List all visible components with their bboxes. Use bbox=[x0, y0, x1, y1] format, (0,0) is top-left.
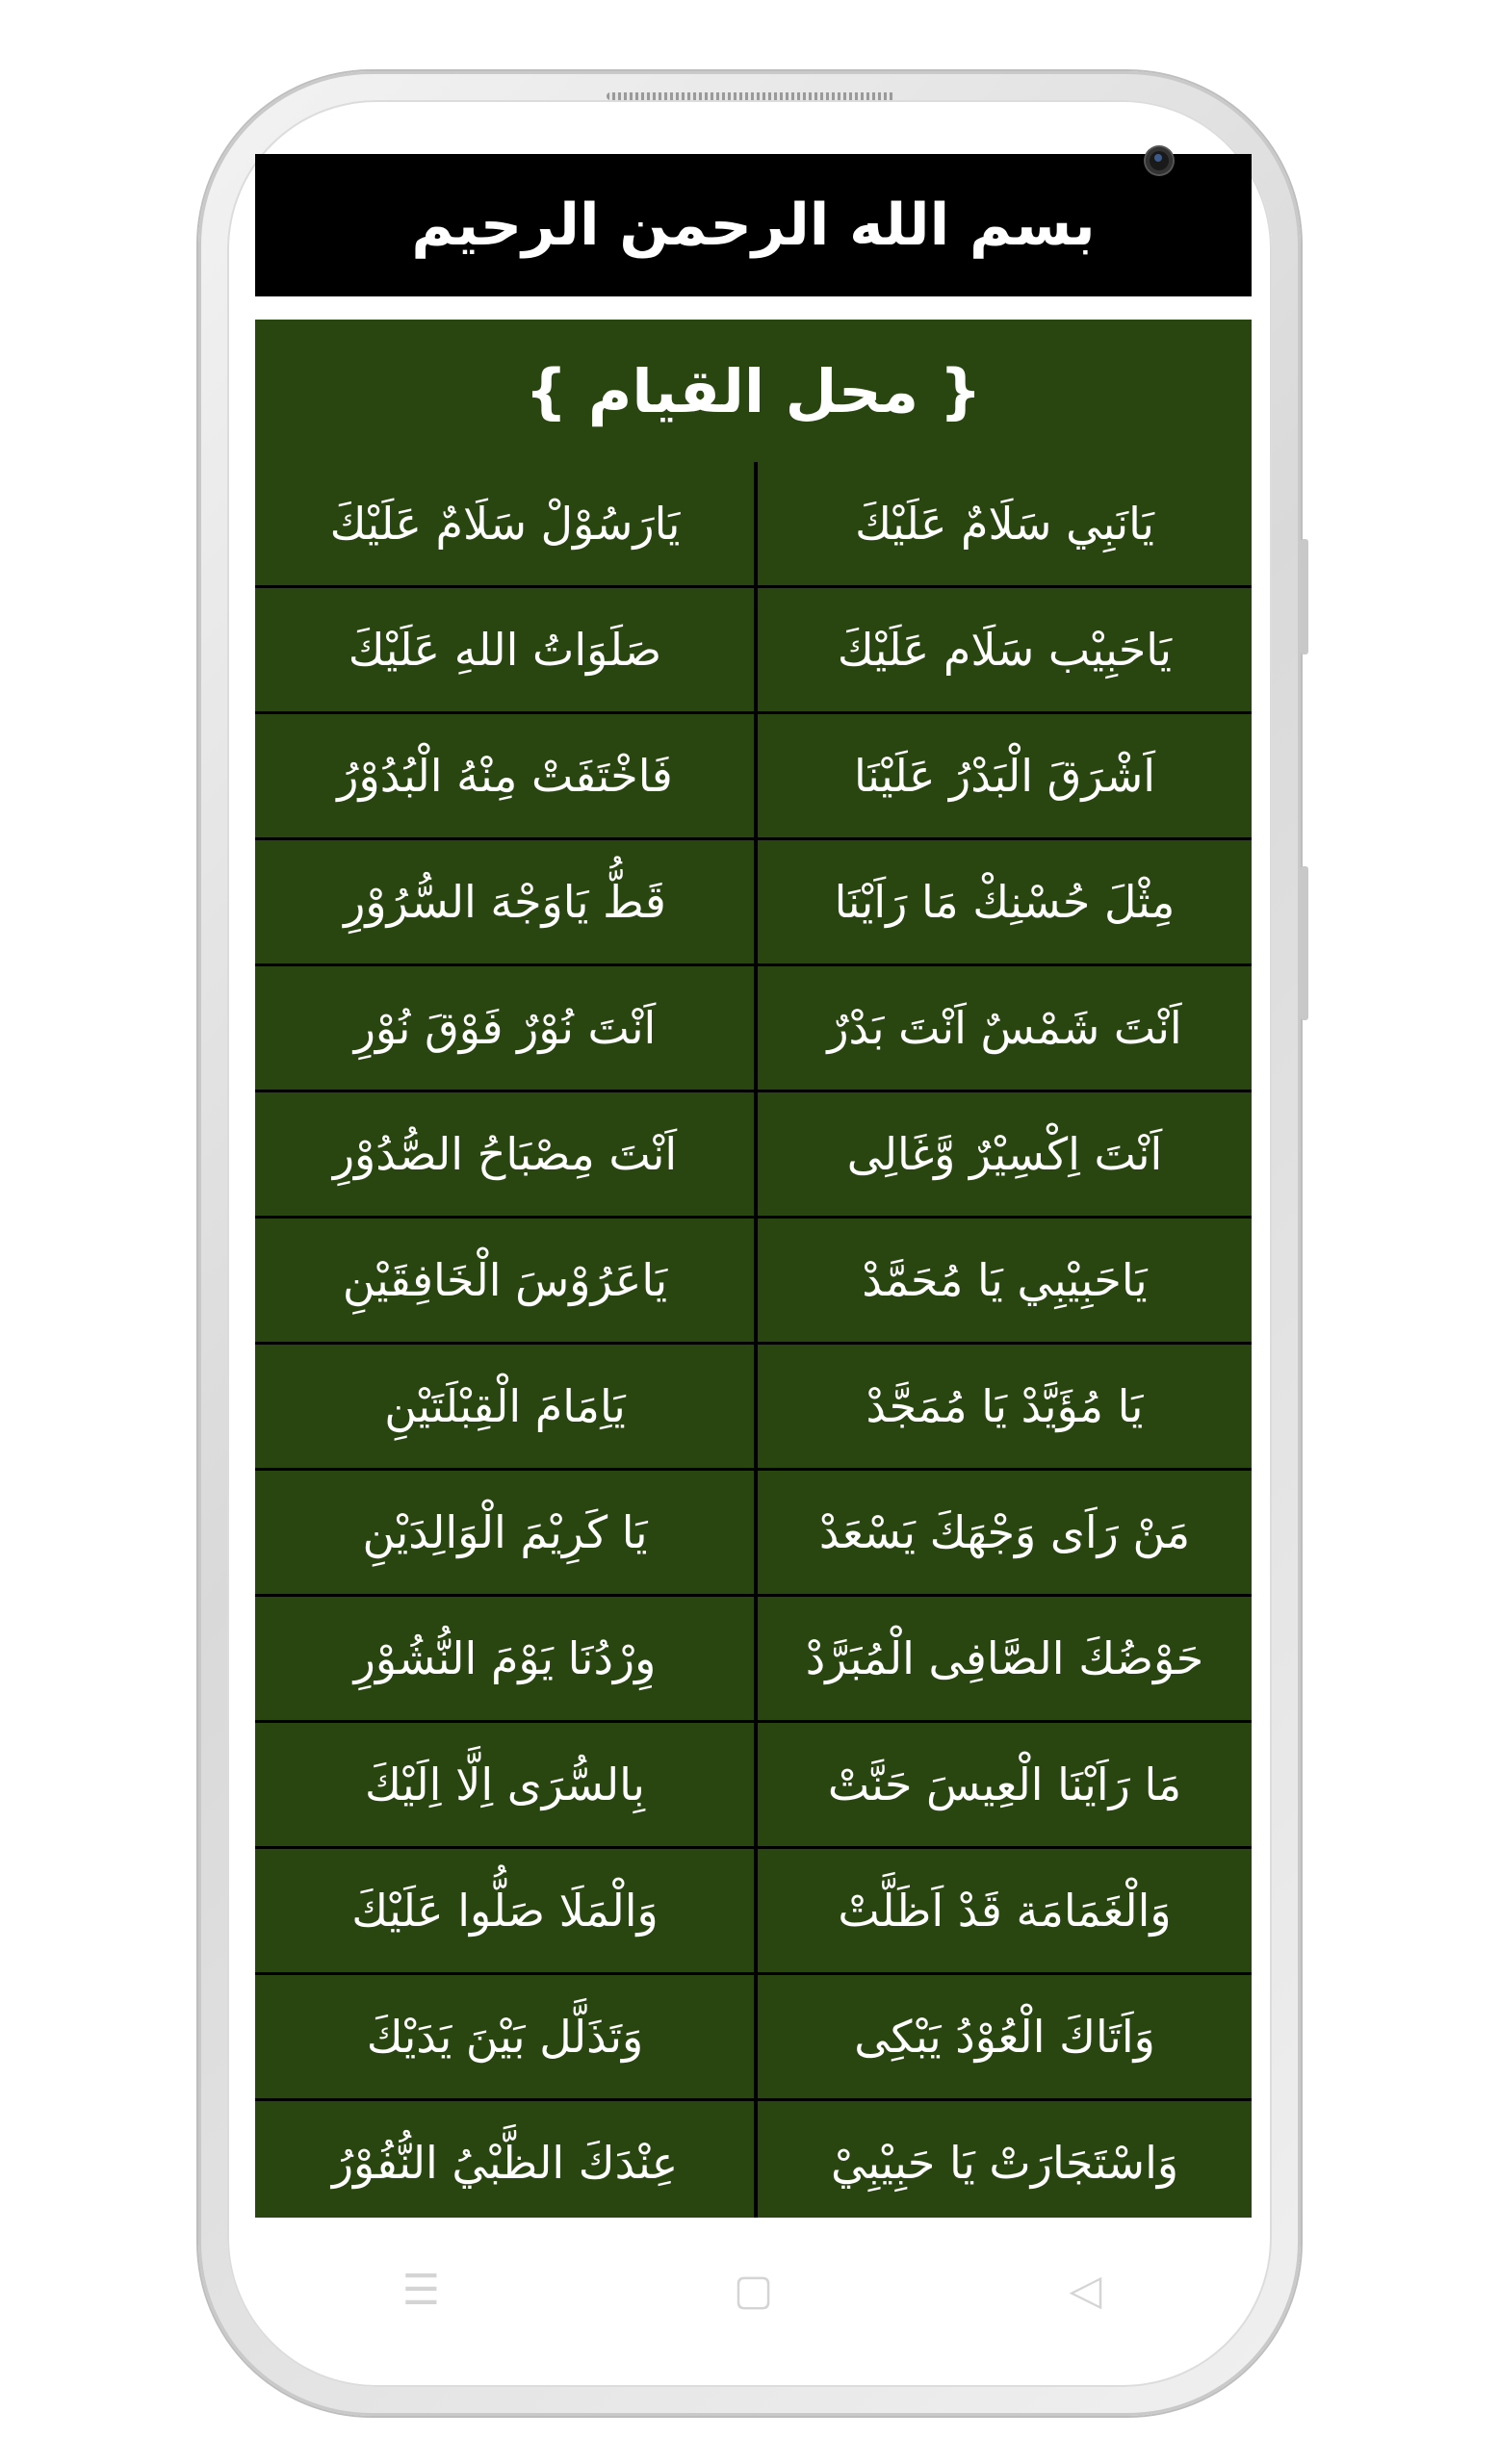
content-panel[interactable] bbox=[255, 320, 1252, 2218]
verse-row bbox=[255, 1471, 1252, 1597]
volume-button bbox=[1301, 866, 1308, 1020]
menu-icon[interactable]: ☰ bbox=[401, 2265, 441, 2315]
header-title: بسم الله الرحمن الرحيم bbox=[411, 192, 1096, 259]
verse-cell-right: يَا مُؤَيَّدْ يَا مُمَجَّدْ bbox=[754, 1345, 1252, 1468]
verse-cell-left: قَطُّ يَاوَجْهَ السُّرُوْرِ bbox=[344, 876, 666, 928]
verse-row bbox=[255, 462, 1252, 588]
home-icon[interactable]: ▢ bbox=[733, 2265, 774, 2315]
verse-cell-right: اَنْتَ اِكْسِيْرٌ وَّغَالِى bbox=[754, 1092, 1252, 1216]
verse-row bbox=[255, 714, 1252, 840]
verse-cell-right: وَاسْتَجَارَتْ يَا حَبِيْبِيْ bbox=[754, 2101, 1252, 2218]
verse-cell-left: وَتَذَلَّل بَيْنَ يَدَيْكَ bbox=[366, 2011, 644, 2063]
section-title: { محل القيام } bbox=[525, 355, 982, 426]
verse-cell-right: مَنْ رَاَى وَجْهَكَ يَسْعَدْ bbox=[754, 1471, 1252, 1594]
verse-cell-left: عِنْدَكَ الظَّبْيُ النُّفُوْرُ bbox=[331, 2137, 679, 2189]
verse-cell-right: وَاَتَاكَ الْعُوْدُ يَبْكِى bbox=[754, 1975, 1252, 2098]
verse-cell-right: يَاحَبِيْب سَلَام عَلَيْكَ bbox=[754, 588, 1252, 711]
verse-cell-left: صَلَوَاتُ اللهِ عَلَيْكَ bbox=[348, 624, 662, 676]
system-navbar bbox=[255, 2218, 1252, 2362]
verse-row bbox=[255, 1345, 1252, 1471]
verse-cell-right: اَشْرَقَ الْبَدْرُ عَلَيْنَا bbox=[754, 714, 1252, 837]
verse-row bbox=[255, 2101, 1252, 2218]
verse-cell-right: حَوْضُكَ الصَّافِى الْمُبَرَّدْ bbox=[754, 1597, 1252, 1720]
verse-cell-right: مِثْلَ حُسْنِكْ مَا رَاَيْنَا bbox=[754, 840, 1252, 963]
verse-cell-right: يَاحَبِيْبِي يَا مُحَمَّدْ bbox=[754, 1219, 1252, 1342]
camera-icon bbox=[1146, 147, 1173, 174]
verse-cell-left: وِرْدُنَا يَوْمَ النُّشُوْرِ bbox=[353, 1632, 657, 1684]
verses-table bbox=[255, 462, 1252, 2218]
verse-row bbox=[255, 1723, 1252, 1849]
verse-row bbox=[255, 588, 1252, 714]
verse-cell-right: وَالْغَمَامَة قَدْ اَظَلَّتْ bbox=[754, 1849, 1252, 1972]
verse-cell-right: مَا رَاَيْنَا الْعِيسَ حَنَّتْ bbox=[754, 1723, 1252, 1846]
verse-row bbox=[255, 1849, 1252, 1975]
verse-cell-left: بِالسُّرَى اِلَّا اِلَيْكَ bbox=[365, 1758, 645, 1810]
verse-cell-left: وَالْمَلَا صَلُّوا عَلَيْكَ bbox=[351, 1885, 659, 1937]
verse-cell-left: فَاخْتَفَتْ مِنْهُ الْبُدُوْرُ bbox=[337, 750, 673, 802]
verse-row bbox=[255, 1092, 1252, 1219]
verse-cell-right: اَنْتَ شَمْسٌ اَنْتَ بَدْرٌ bbox=[754, 966, 1252, 1090]
app-screen bbox=[255, 154, 1252, 2218]
verse-cell-left: اَنْتَ نُوْرٌ فَوْقَ نُوْرِ bbox=[353, 1002, 657, 1054]
verse-row bbox=[255, 966, 1252, 1092]
verse-row bbox=[255, 840, 1252, 966]
verse-cell-left: يَا كَرِيْمَ الْوَالِدَيْنِ bbox=[362, 1506, 648, 1558]
power-button bbox=[1301, 539, 1308, 654]
verse-cell-left: اَنْتَ مِصْبَاحُ الصُّدُوْرِ bbox=[332, 1128, 678, 1180]
verse-row bbox=[255, 1975, 1252, 2101]
verse-cell-left: يَارَسُوْلْ سَلَامٌ عَلَيْكَ bbox=[329, 498, 681, 550]
speaker-grille bbox=[607, 92, 895, 100]
verse-cell-right: يَانَبِي سَلَامٌ عَلَيْكَ bbox=[754, 462, 1252, 585]
app-header bbox=[255, 154, 1252, 296]
back-icon[interactable]: ◁ bbox=[1069, 2265, 1102, 2315]
verse-cell-left: يَاعَرُوْسَ الْخَافِقَيْنِ bbox=[342, 1254, 668, 1306]
verse-row bbox=[255, 1219, 1252, 1345]
verse-row bbox=[255, 1597, 1252, 1723]
verse-cell-left: يَاِمَامَ الْقِبْلَتَيْنِ bbox=[384, 1380, 626, 1432]
